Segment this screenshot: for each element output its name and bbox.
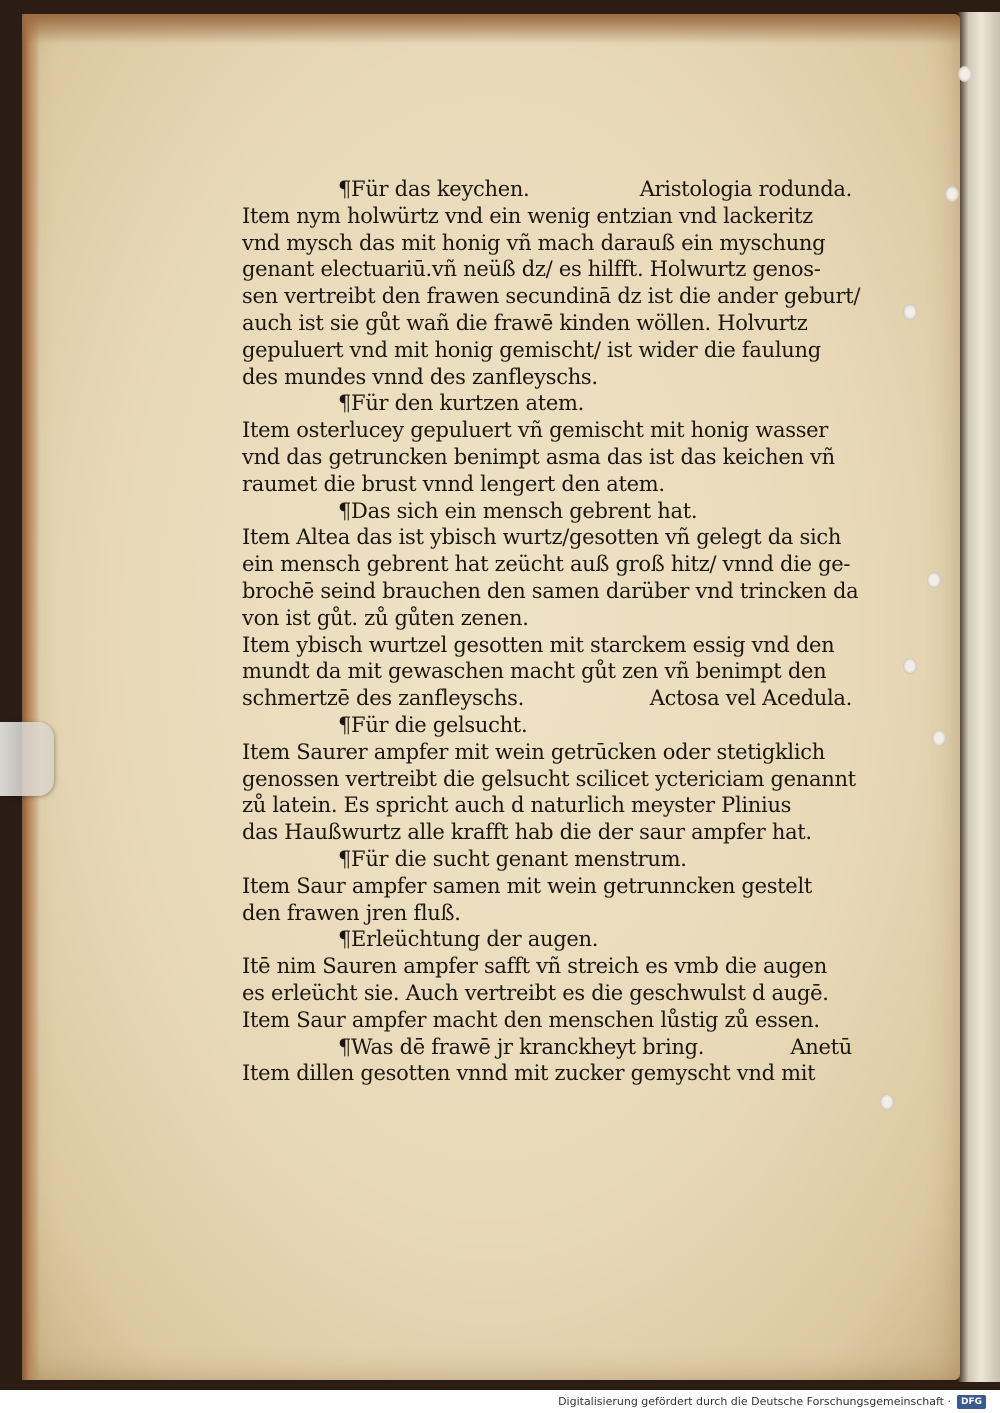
- text-line: das Haußwurtz alle krafft hab die der saur ampfer hat.: [242, 820, 812, 845]
- text-line: genant electuariū.vñ neüß dz/ es hilfft. Holwurtz genos-: [242, 257, 821, 282]
- text-line: Item Saur ampfer macht den menschen lůstig zů essen.: [242, 1007, 820, 1032]
- text-line: vnd mysch das mit honig vñ mach darauß ein myschung: [242, 230, 826, 255]
- text-line: Item Saur ampfer samen mit wein getrunncken gestelt: [242, 873, 812, 898]
- plant-name-label: Actosa vel Acedula.: [649, 686, 852, 711]
- text-line: Item nym holwürtz vnd ein wenig entzian vnd lackeritz: [242, 203, 813, 228]
- page-hole: [903, 658, 917, 674]
- page-hole: [945, 186, 959, 202]
- page-hole: [958, 66, 972, 82]
- line-main-text: schmertzē des zanfleyschs.: [242, 686, 524, 711]
- text-line: sen vertreibt den frawen secundinā dz ist die ander geburt/: [242, 284, 861, 309]
- text-line: vnd das getruncken benimpt asma das ist das keichen vñ: [242, 444, 835, 469]
- text-line: ein mensch gebrent hat zeücht auß groß hitz/ vnnd die ge-: [242, 552, 851, 577]
- text-block: [236, 176, 866, 1087]
- page-hole: [880, 1094, 894, 1110]
- page-clip: [0, 722, 54, 796]
- line-main-text: ¶Was dē frawē jr kranckheyt bring.: [338, 1034, 705, 1059]
- text-line: Item Saurer ampfer mit wein getrūcken oder stetigklich: [242, 739, 825, 764]
- text-line: Itē nim Sauren ampfer safft vñ streich es vmb die augen: [242, 954, 827, 979]
- text-line: raumet die brust vnnd lengert den atem.: [242, 471, 665, 496]
- section-heading: [236, 1034, 866, 1061]
- section-heading: ¶Für die sucht genant menstrum.: [338, 846, 687, 871]
- text-line: den frawen jren fluß.: [242, 900, 461, 925]
- text-line: zů latein. Es spricht auch d naturlich meyster Plinius: [242, 793, 792, 818]
- section-heading: [236, 176, 866, 203]
- section-heading: ¶Für den kurtzen atem.: [338, 391, 585, 416]
- text-line: Item dillen gesotten vnnd mit zucker gemyscht vnd mit: [242, 1061, 816, 1086]
- book-binding: [958, 12, 1000, 1382]
- text-line: mundt da mit gewaschen macht gůt zen vñ benimpt den: [242, 659, 827, 684]
- text-line: genossen vertreibt die gelsucht scilicet yctericiam genannt: [242, 766, 856, 791]
- text-line: des mundes vnnd des zanfleyschs.: [242, 364, 598, 389]
- text-line: Item ybisch wurtzel gesotten mit starckem essig vnd den: [242, 632, 835, 657]
- page-hole: [927, 572, 941, 588]
- text-line: Item Altea das ist ybisch wurtz/gesotten vñ gelegt da sich: [242, 525, 842, 550]
- dfg-logo: DFG: [957, 1395, 986, 1409]
- section-heading: ¶Erleüchtung der augen.: [338, 927, 599, 952]
- page-edge-top: [22, 14, 960, 44]
- text-line: [236, 685, 866, 712]
- text-line: brochē seind brauchen den samen darüber vnd trincken da: [242, 578, 859, 603]
- footer-bar: [0, 1390, 1000, 1413]
- section-heading: ¶Das sich ein mensch gebrent hat.: [338, 498, 698, 523]
- section-heading: ¶Für die gelsucht.: [338, 712, 528, 737]
- page-edge-left: [22, 14, 40, 1380]
- text-line: gepuluert vnd mit honig gemischt/ ist wider die faulung: [242, 337, 821, 362]
- plant-name-label: Anetū: [790, 1034, 852, 1059]
- text-line: von ist gůt. zů gůten zenen.: [242, 605, 529, 630]
- text-line: es erleücht sie. Auch vertreibt es die geschwulst d augē.: [242, 980, 829, 1005]
- line-main-text: ¶Für das keychen.: [338, 177, 530, 201]
- plant-name-label: Aristologia rodunda.: [639, 177, 852, 201]
- page-hole: [932, 730, 946, 746]
- text-line: auch ist sie gůt wañ die frawē kinden wöllen. Holvurtz: [242, 310, 808, 335]
- text-line: Item osterlucey gepuluert vñ gemischt mit honig wasser: [242, 418, 829, 443]
- footer-credit: Digitalisierung gefördert durch die Deutsche Forschungsgemeinschaft ·: [558, 1395, 951, 1408]
- page-hole: [903, 304, 917, 320]
